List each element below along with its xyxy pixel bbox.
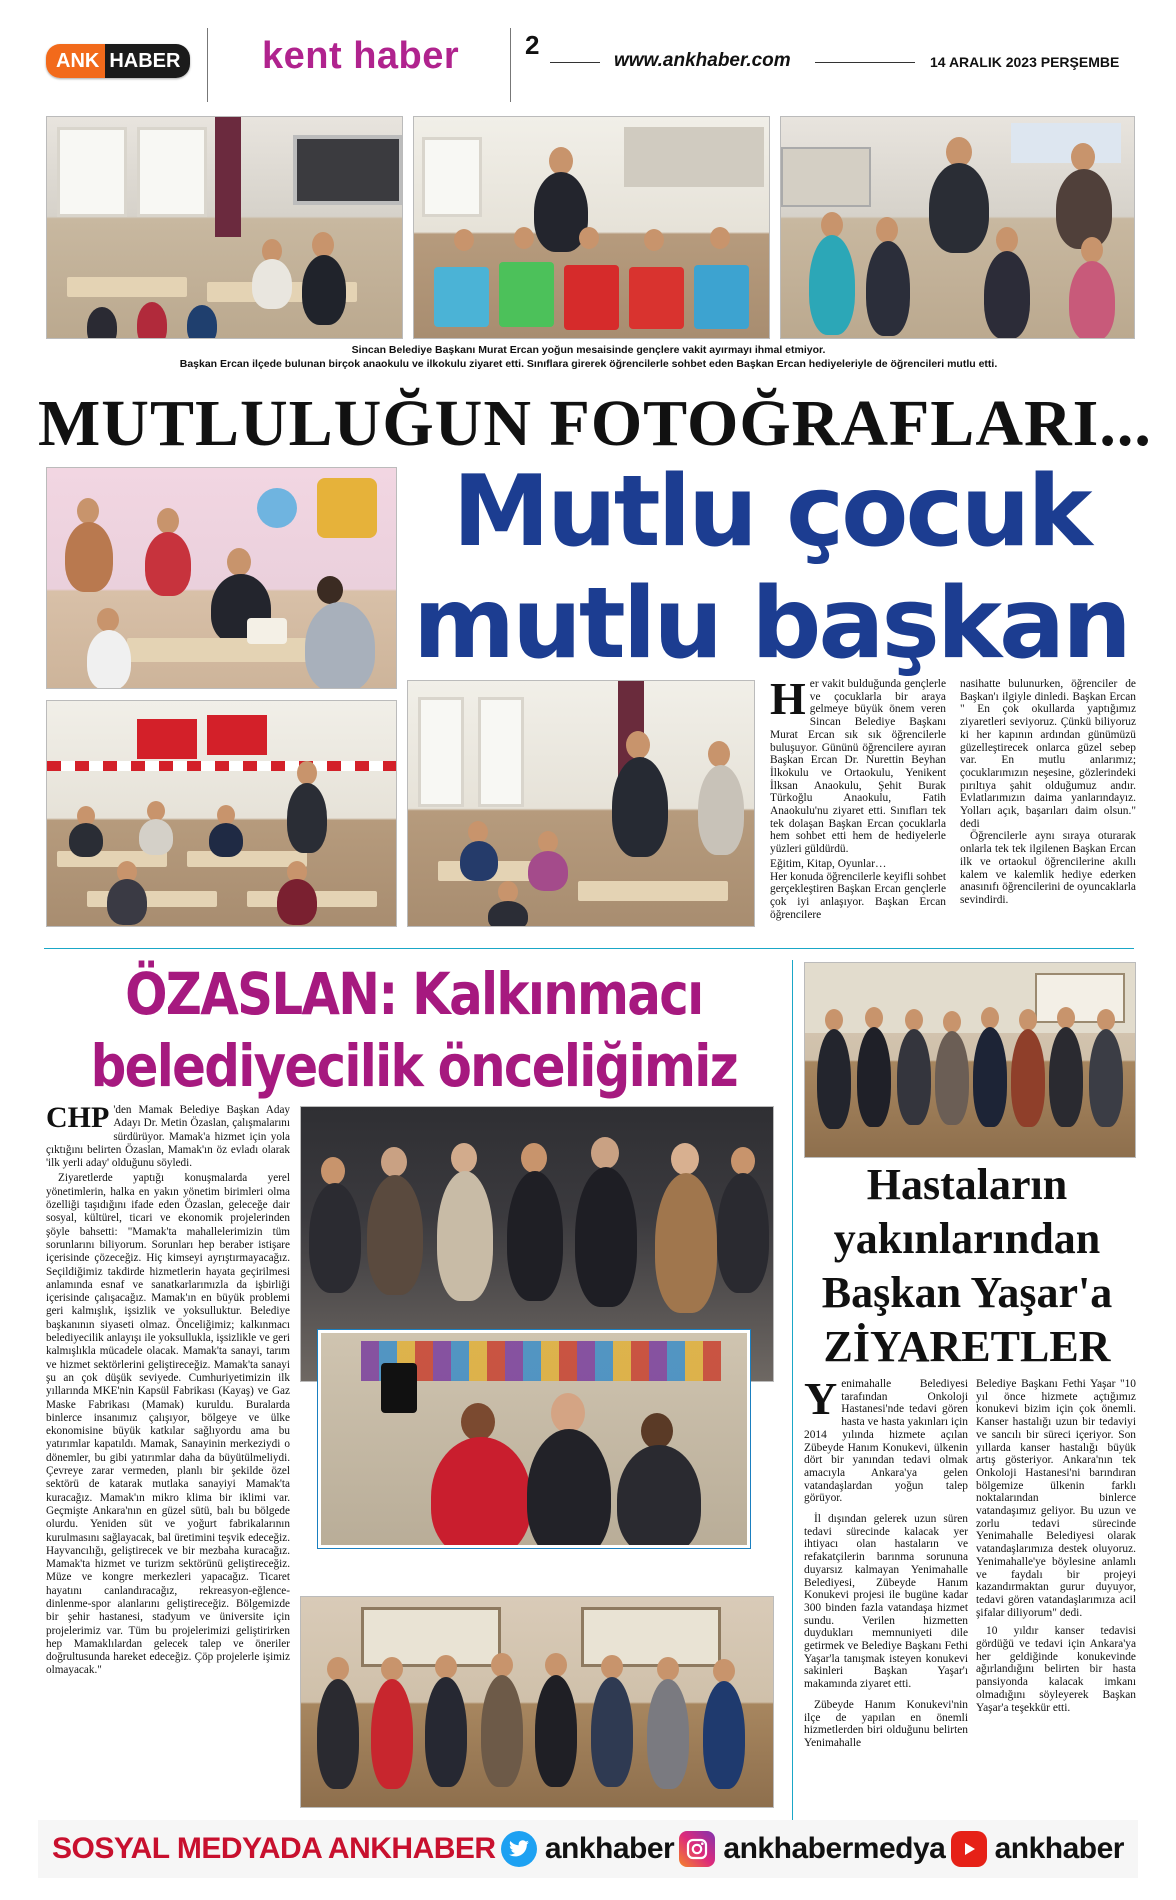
photo-ozaslan-group-day: [300, 1596, 774, 1808]
photo-kindergarten: [46, 467, 397, 689]
ozaslan-headline-line-2: belediyecilik önceliğimiz: [90, 1032, 737, 1100]
story1-column-2: [960, 678, 1136, 907]
story3-paragraph-2: İl dışından gelerek uzun süren tedavi sürecinde kalacak yer ihtiyacı olan hastaların ve refakatçilerin barınma sorununa duyarsız kalmayan Yenimahalle Belediyesi, Zübeyde Hanım Konukevi projesi ile bugüne kadar 300 binden fazla vatandaşa hizmet sundu. Verilen hizmetten duydukları memnuniyeti dile getirmek ve Belediye Başkanı Fethi Yaşar'la tanışmak isteyen konukevi sakinleri Başkan Yaşar'ı makamında ziyaret etti.: [804, 1513, 968, 1691]
story3-paragraph-3: Zübeyde Hanım Konukevi'nin ilçe de yapılan en önemli hizmetlerden biri olduğunu belirten Yenimahalle: [804, 1698, 968, 1749]
story2-dropcap: CHP: [46, 1101, 110, 1134]
header-divider: [207, 28, 208, 102]
photo-classroom-1: [46, 116, 403, 339]
main-headline: [406, 456, 1136, 680]
photo-caption-line-1: Sincan Belediye Başkanı Murat Ercan yoğun mesaisinde gençlere vakit ayırmayı ihmal etmiyor.: [351, 344, 826, 356]
section-title: kent haber: [262, 35, 460, 77]
footer-slogan: SOSYAL MEDYADA ANKHABER: [52, 1832, 496, 1865]
main-headline-line-2: mutlu başkan: [413, 567, 1129, 681]
story3-paragraph-4: Belediye Başkanı Fethi Yaşar "10 yıl önce hizmete açtığımız konukevi bizim için çok önemli. Kanser hastalığı uzun bir tedaviyi ve sancılı bir süreci içeriyor. Son yıllarda kanser hastalığı büyük artış gösteriyor. Ankara'nın tek Onkoloji Hastanesi'ni barındıran bölgemize ülkenin farklı noktalarından binlerce vatandaşımız geliyor. Bu uzun ve zorlu tedavi sürecinde Yenimahalle Belediyesi olarak vatandaşlarımıza destek oluyoruz. Yenimahalle'ye böylesine anlamlı ve faydalı bir projeyi kazandırmaktan gurur duyuyor, tedavi gören vatandaşlarımıza acil şifalar diliyorum" dedi.: [976, 1378, 1136, 1619]
youtube-link[interactable]: [951, 1831, 1124, 1867]
yasar-headline-line-4: ZİYARETLER: [823, 1322, 1111, 1371]
yasar-headline-line-3: Başkan Yaşar'a: [821, 1268, 1113, 1317]
photo-ozaslan-selfie: [318, 1330, 750, 1548]
kicker-headline: MUTLULUĞUN FOTOĞRAFLARI...: [38, 387, 1152, 460]
photo-classroom-flags: [46, 700, 397, 927]
website-url[interactable]: www.ankhaber.com: [614, 50, 791, 71]
story1-paragraph-2: Her konuda öğrencilerle keyifli sohbet gerçekleştiren Başkan Ercan gençlerle çok iyi anlaşıyor. Başkan Ercan öğrencilere: [770, 870, 946, 921]
yasar-headline: [792, 1158, 1142, 1374]
story1-column-1: [770, 673, 946, 921]
twitter-bird-icon: [501, 1831, 537, 1867]
story3-column-1: [804, 1373, 968, 1750]
story2-body: [46, 1101, 290, 1678]
header-rule: [550, 62, 600, 63]
photo-caption-line-2: Başkan Ercan ilçede bulunan birçok anaokulu ve ilkokulu ziyaret etti. Sınıflara girerek öğrencilerle sohbet eden Başkan Ercan hediyeleriyle de öğrencileri mutlu etti.: [179, 358, 998, 370]
instagram-icon: [679, 1831, 715, 1867]
ankhaber-logo[interactable]: [46, 44, 190, 78]
yasar-headline-line-1: Hastaların: [866, 1160, 1068, 1209]
main-headline-line-1: Mutlu çocuk: [452, 455, 1090, 569]
photo-classroom-visit: [407, 680, 755, 927]
instagram-link[interactable]: [679, 1831, 945, 1867]
logo-ank-text: ANK: [46, 44, 105, 78]
story1-paragraph-3: nasihatte bulunurken, öğrenciler de Başkan'ı ilgiyle dinledi. Başkan Ercan " En çok okullarda yaptığımız ziyaretleri seviyoruz. Çünkü biliyoruz ki her kapının ardından günümüzü güzelleştirecek onlarca güzel sebep var. En mutlu anlarımız; çocuklarımızın neşesine, gözlerindeki pırıltıya şahit olduğumuz andır. Evlatlarımızın daima yanlarındayız. Yolları açık, başarıları daim olsun." dedi: [960, 678, 1136, 830]
story1-paragraph-4: Öğrencilerle aynı sıraya oturarak onlarla tek tek ilgilenen Başkan Ercan ilk ve ortaokul öğrencilerine akıllı kalem ve kalemlik hediye ederken anasınıfı öğrencilerini de oyuncaklarla sevindirdi.: [960, 830, 1136, 906]
youtube-handle: ankhaber: [994, 1832, 1124, 1865]
youtube-play-icon: [951, 1831, 987, 1867]
photo-classroom-3: [780, 116, 1135, 339]
social-media-footer: [38, 1820, 1138, 1878]
story3-paragraph-5: 10 yıldır kanser tedavisi gördüğü ve tedavi için Ankara'ya her geldiğinde konukevinde ağırlandığını belirten bir hasta pansiyonda kalacak imkanı olmadığını söyleyerek Başkan Yaşar'a teşekkür etti.: [976, 1625, 1136, 1714]
yasar-headline-line-2: yakınlarından: [833, 1214, 1101, 1263]
story3-paragraph-1: enimahalle Belediyesi tarafından Onkoloji Hastanesi'nde tedavi gören hasta ve hasta yakınları için 2014 yılında hizmete açılan Zübeyde Hanım Konukevi, ülkenin dört bir yanından tedavi olmak amacıyla Ankara'ya gelen vatandaşlardan yoğun talep görüyor.: [804, 1378, 968, 1505]
story3-column-2: [976, 1378, 1136, 1714]
header-rule: [815, 62, 915, 63]
section-divider-vertical: [792, 960, 793, 1830]
photo-yasar-visitors: [804, 962, 1136, 1158]
story1-subheading: Eğitim, Kitap, Oyunlar…: [770, 857, 887, 870]
story2-paragraph-1: 'den Mamak Belediye Başkan Aday Adayı Dr. Metin Özaslan, çalışmalarını sürdürüyor. Mamak'a hizmet için yola çıktığını belirten Özaslan, Mamak'ın öz evladı olarak 'ilk yerli aday' olduğunu söyledi.: [46, 1104, 290, 1170]
page-number: 2: [525, 30, 540, 60]
twitter-handle: ankhaber: [544, 1832, 675, 1865]
header-divider: [510, 28, 511, 102]
twitter-link[interactable]: [501, 1831, 674, 1867]
publication-date: 14 ARALIK 2023 PERŞEMBE: [930, 54, 1120, 70]
masthead: [0, 0, 1176, 100]
photo-classroom-2: [413, 116, 770, 339]
story3-dropcap: Y: [804, 1373, 838, 1424]
logo-haber-text: HABER: [105, 44, 190, 78]
ozaslan-headline: [44, 958, 784, 1102]
story1-paragraph-1: er vakit bulduğunda gençlerle ve çocuklarla bir araya gelmeye büyük önem veren Sincan Belediye Başkanı Murat Ercan sık sık öğrencilerle buluşuyor. Gününü öğrencilere ayıran Başkan Ercan Dr. Nurettin Beyhan İlkokulu ve Ortaokulu, Yenikent İlksan Anaokulu, Şehit Burak Türkoğlu Anaokulu, Fatih Anaokulu'nu ziyaret etti. Sınıfları tek tek dolaşan Başkan Ercan çocuklarla hem sohbet etti hem de hediyelerle yüzleri güldürdü.: [770, 678, 946, 856]
story2-paragraph-2: Ziyaretlerde yaptığı konuşmalarda yerel yönetimlerin, halka en yakın yönetim birimleri olma özelliği taşıdığını ifade eden Özaslan, geleceğe dair sosyal, kültürel, ticari ve ekonomik projelerinden şöyle bahsetti: "Mamak'ta mahallelerimizin tüm sorunlarını biliyorum. Sorunları hep beraber istişare içerisinde çözeceğiz. Hiç kimseyi ayrıştırmayacağız. Seçildiğimiz takdirde hizmetlerin hayata geçirilmesi anlamında esnaf ve sanatkarlarımızla da işbirliği içerisinde çalışacağız. Mamak'ın en büyük problemi geri kalmışlık, işsizlik ve yoksulluktur. Belediye başkanının siyaseti olmaz. Önceliğimiz; kalkınmacı belediyecilik anlayışı ile yoksullukla, işsizlikle ve geri kalmışlıkla mücadele olacak. Mamak'ta sanayi, tarım ve hizmet sektörlerini geliştireceğiz. Mamak'ta sanayi şu an çok düşük seviyede. Cumhuriyetimizin ilk yıllarında MKE'nin Kapsül Fabrikası (Kayaş) ve Gaz Maske Fabrikası (Mamak) kuruldu. Buralarda binlerce insanımız çalışıyor, bölgeye ve ülke ekonomisine büyük katkılar sağlıyordu ama bu yatırımlar kapatıldı. Mamak, Sanayinin merkeziydi o dönemler, bu gibi yatırımlar daha da büyütülmeliydi. Çevreye zarar vermeden, planlı bir şekilde özel sektörü de katarak mutlaka sanayiyi Mamak'ta kuracağız. Mamak'ın mikro klima bir iklimi var. Geçmişte Ankara'nın en güzel sütü, balı bu bölgede olurdu. Yeniden süt ve yoğurt fabrikalarının kurulmasını sağlayacak, bal üretimini teşvik edeceğiz. Hayvancılığı, geliştirecek ve bir mezbaha kuracağız. Mamak'ta hizmet ve turizm sektörünü geliştireceğiz. Müze ve kongre merkezleri yapacağız. Ticaret hayatını canlandıracağız, rekreasyon-eğlence-dinlenme-spor alanlarını geliştireceğiz. Bölgemizde bir şehir hastanesi, stadyum ve üniversite için projelerimiz var. Tüm bu projelerimizi geliştirirken hep Mamaklılardan gelecek talep ve öneriler doğrultusunda hareket edeceğiz. Çöp projelerle işimiz olmayacak.": [46, 1172, 290, 1677]
section-divider-horizontal: [44, 948, 1134, 949]
ozaslan-headline-line-1: ÖZASLAN: Kalkınmacı: [125, 960, 703, 1028]
story1-dropcap: H: [770, 673, 806, 724]
instagram-handle: ankhabermedya: [723, 1832, 946, 1865]
